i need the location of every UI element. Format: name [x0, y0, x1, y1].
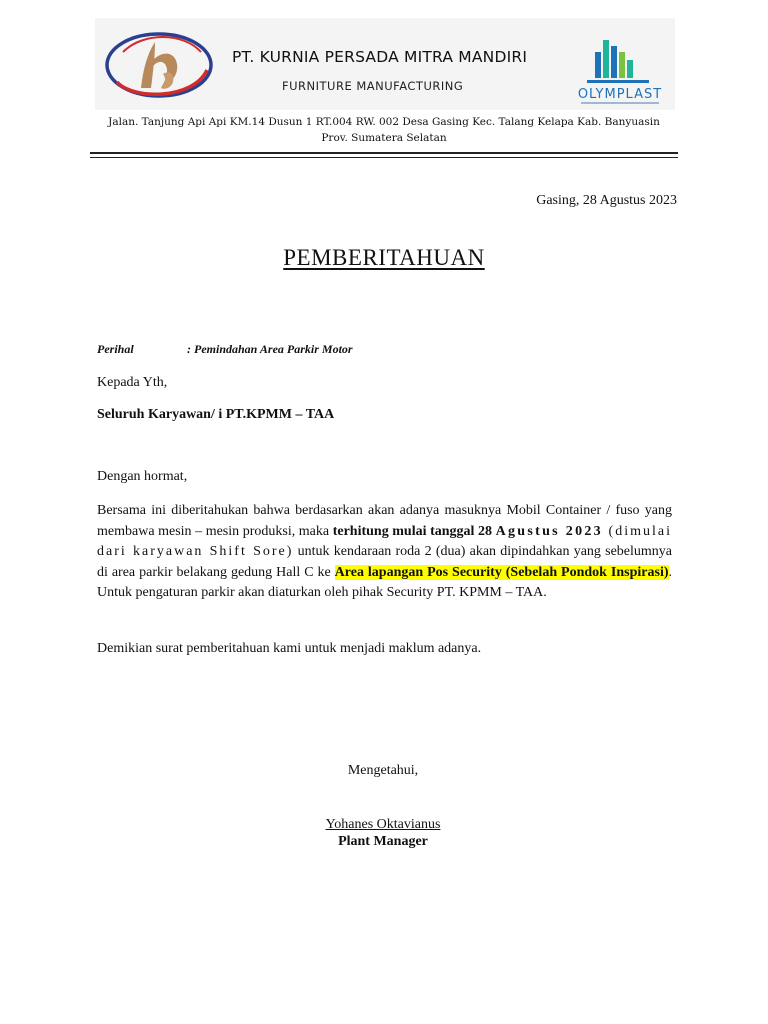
body-part2: untuk kendaraan roda 2 (dua) akan dipindahkan yang sebelumnya di area parkir belakang gedung Hall C ke	[97, 544, 672, 580]
company-subtitle: FURNITURE MANUFACTURING	[282, 79, 464, 93]
letter-date: Gasing, 28 Agustus 2023	[536, 193, 677, 208]
greeting-to: Kepada Yth,	[97, 375, 168, 390]
acknowledged-label: Mengetahui,	[347, 763, 419, 778]
brand-name: OLYMPLAST	[577, 87, 663, 102]
letter-title-text: PEMBERITAHUAN	[283, 245, 485, 270]
signer-title: Plant Manager	[338, 834, 428, 849]
salutation: Dengan hormat,	[97, 469, 188, 484]
letterhead	[95, 18, 675, 110]
subject-value: : Pemindahan Area Parkir Motor	[187, 342, 353, 356]
company-address: Jalan. Tanjung Api Api KM.14 Dusun 1 RT.004 RW. 002 Desa Gasing Kec. Talang Kelapa Kab. Banyuasin	[108, 116, 660, 128]
signer-name: Yohanes Oktavianus	[325, 817, 441, 832]
recipient: Seluruh Karyawan/ i PT.KPMM – TAA	[97, 407, 335, 422]
closing-sentence: Demikian surat pemberitahuan kami untuk menjadi maklum adanya.	[97, 641, 482, 656]
company-name: PT. KURNIA PERSADA MITRA MANDIRI	[232, 48, 528, 66]
body-part1: Bersama ini diberitahukan bahwa berdasarkan akan adanya masuknya Mobil Container / fuso yang membawa mesin – mesin produksi, maka	[97, 503, 672, 539]
body-bold-start: terhitung mulai tanggal 28	[332, 523, 496, 539]
company-logo	[103, 30, 215, 100]
body-shift-note: (dimulai dari karyawan Shift Sore)	[97, 523, 672, 559]
subject-label: Perihal	[97, 342, 134, 356]
body-highlight-location: Area lapangan Pos Security (Sebelah Pondok Inspirasi)	[334, 564, 669, 580]
header-rule-thick	[90, 152, 678, 154]
header-rule-thin	[90, 157, 678, 158]
body-part3: . Untuk pengaturan parkir akan diaturkan oleh pihak Security PT. KPMM – TAA.	[97, 564, 672, 600]
company-province: Prov. Sumatera Selatan	[321, 132, 447, 144]
body-bold-date: Agustus 2023	[495, 523, 603, 539]
body-paragraph	[97, 501, 672, 604]
olymplast-logo	[573, 38, 668, 108]
letter-title	[0, 245, 768, 271]
